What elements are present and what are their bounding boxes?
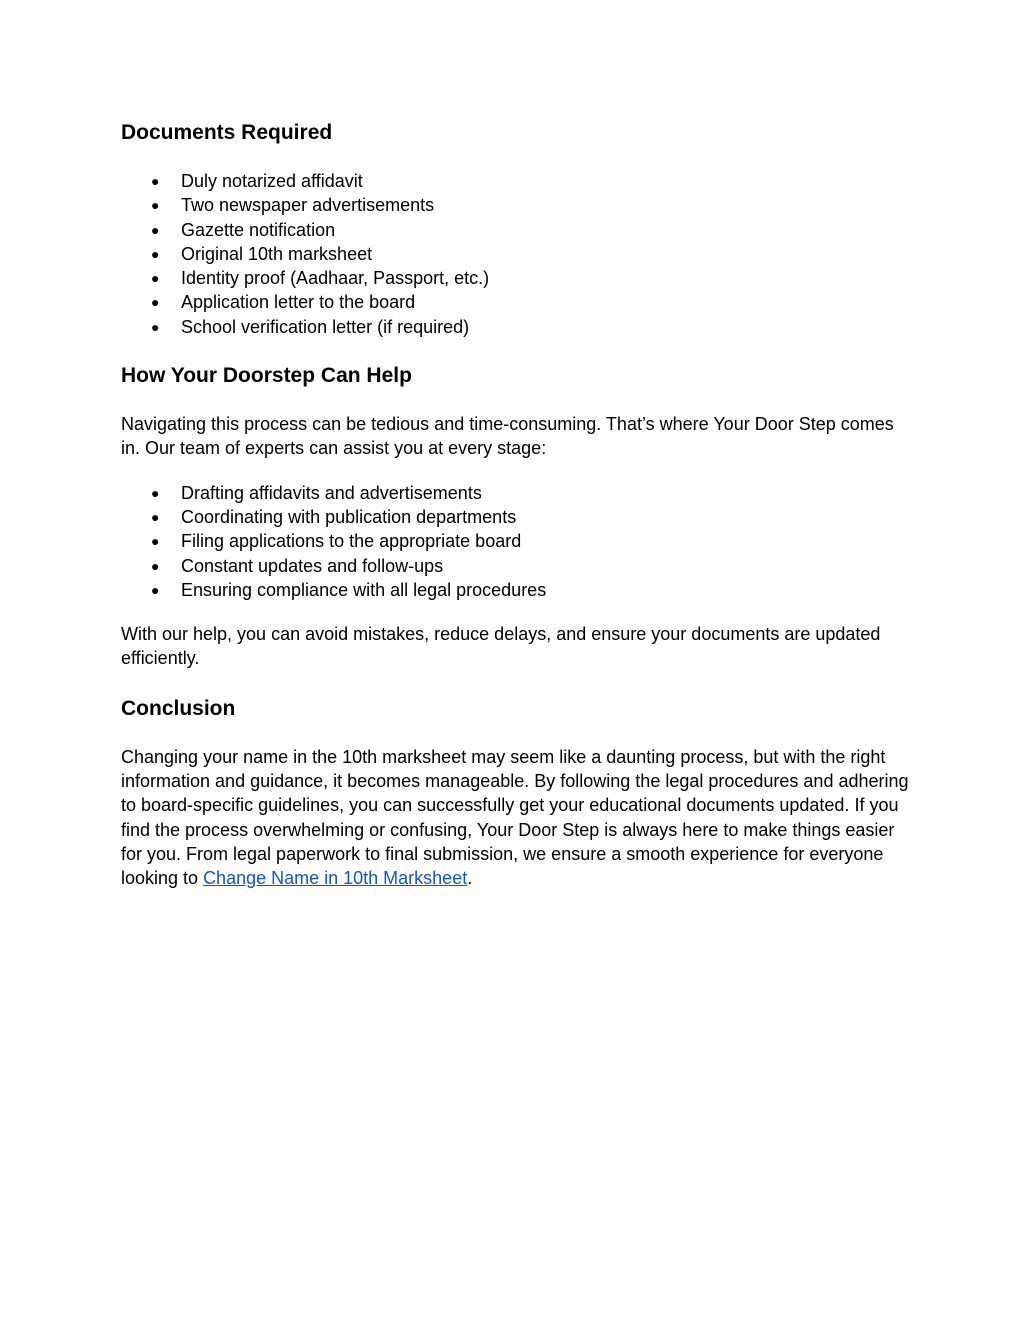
list-item xyxy=(121,481,911,505)
help-intro-paragraph: Navigating this process can be tedious and time-consuming. That’s where Your Door Step comes in. Our team of experts can assist you at every stage: xyxy=(121,414,894,459)
list-item xyxy=(121,169,911,193)
documents-required-list xyxy=(121,169,911,339)
list-item-text: Drafting affidavits and advertisements xyxy=(181,482,482,503)
list-item-text: Two newspaper advertisements xyxy=(181,195,435,216)
bullet-icon: ● xyxy=(151,294,160,311)
list-item-text: Application letter to the board xyxy=(181,292,416,313)
list-item-text: Gazette notification xyxy=(181,219,336,240)
documents-required-heading: Documents Required xyxy=(121,121,333,144)
bullet-icon: ● xyxy=(151,581,160,598)
list-item-text: Filing applications to the appropriate board xyxy=(181,531,522,552)
list-item-text: Original 10th marksheet xyxy=(181,243,373,264)
how-doorstep-can-help-heading: How Your Doorstep Can Help xyxy=(121,364,412,388)
list-item xyxy=(121,578,911,602)
list-item-text: School verification letter (if required) xyxy=(181,316,470,337)
list-item-text: Identity proof (Aadhaar, Passport, etc.) xyxy=(181,268,490,289)
bullet-icon: ● xyxy=(151,557,160,574)
help-services-list xyxy=(121,481,911,602)
document-content xyxy=(121,118,911,891)
bullet-icon: ● xyxy=(151,533,160,550)
list-item-text: Coordinating with publication departments xyxy=(181,506,517,527)
conclusion-body-text: Changing your name in the 10th marksheet may seem like a daunting process, but with the right information and guidance, it becomes manageable. By following the legal procedures and adhering to board-specific guidelines, you can successfully get your educational documents updated. If you find the process overwhelming or confusing, Your Door Step is always here to make things easier for you. From legal paperwork to final submission, we ensure a smooth experience for everyone looking to xyxy=(121,746,909,889)
change-name-marksheet-link[interactable]: Change Name in 10th Marksheet xyxy=(203,868,468,889)
bullet-icon: ● xyxy=(151,318,160,335)
bullet-icon: ● xyxy=(151,173,160,189)
list-item xyxy=(121,242,911,266)
conclusion-paragraph xyxy=(121,745,911,891)
bullet-icon: ● xyxy=(151,270,160,287)
list-item-text: Ensuring compliance with all legal procedures xyxy=(181,579,547,600)
list-item-text: Duly notarized affidavit xyxy=(181,171,363,191)
bullet-icon: ● xyxy=(151,508,160,525)
list-item-text: Constant updates and follow-ups xyxy=(181,555,444,576)
list-item xyxy=(121,529,911,553)
conclusion-end-punctuation: . xyxy=(467,868,473,889)
list-item xyxy=(121,505,911,529)
list-item xyxy=(121,266,911,290)
bullet-icon: ● xyxy=(151,197,160,214)
help-outro-paragraph: With our help, you can avoid mistakes, reduce delays, and ensure your documents are updated efficiently. xyxy=(121,624,881,669)
bullet-icon: ● xyxy=(151,484,160,501)
conclusion-heading: Conclusion xyxy=(121,696,236,720)
list-item xyxy=(121,290,911,314)
bullet-icon: ● xyxy=(151,245,160,262)
list-item xyxy=(121,218,911,242)
list-item xyxy=(121,193,911,217)
list-item xyxy=(121,315,911,339)
list-item xyxy=(121,554,911,578)
bullet-icon: ● xyxy=(151,221,160,238)
